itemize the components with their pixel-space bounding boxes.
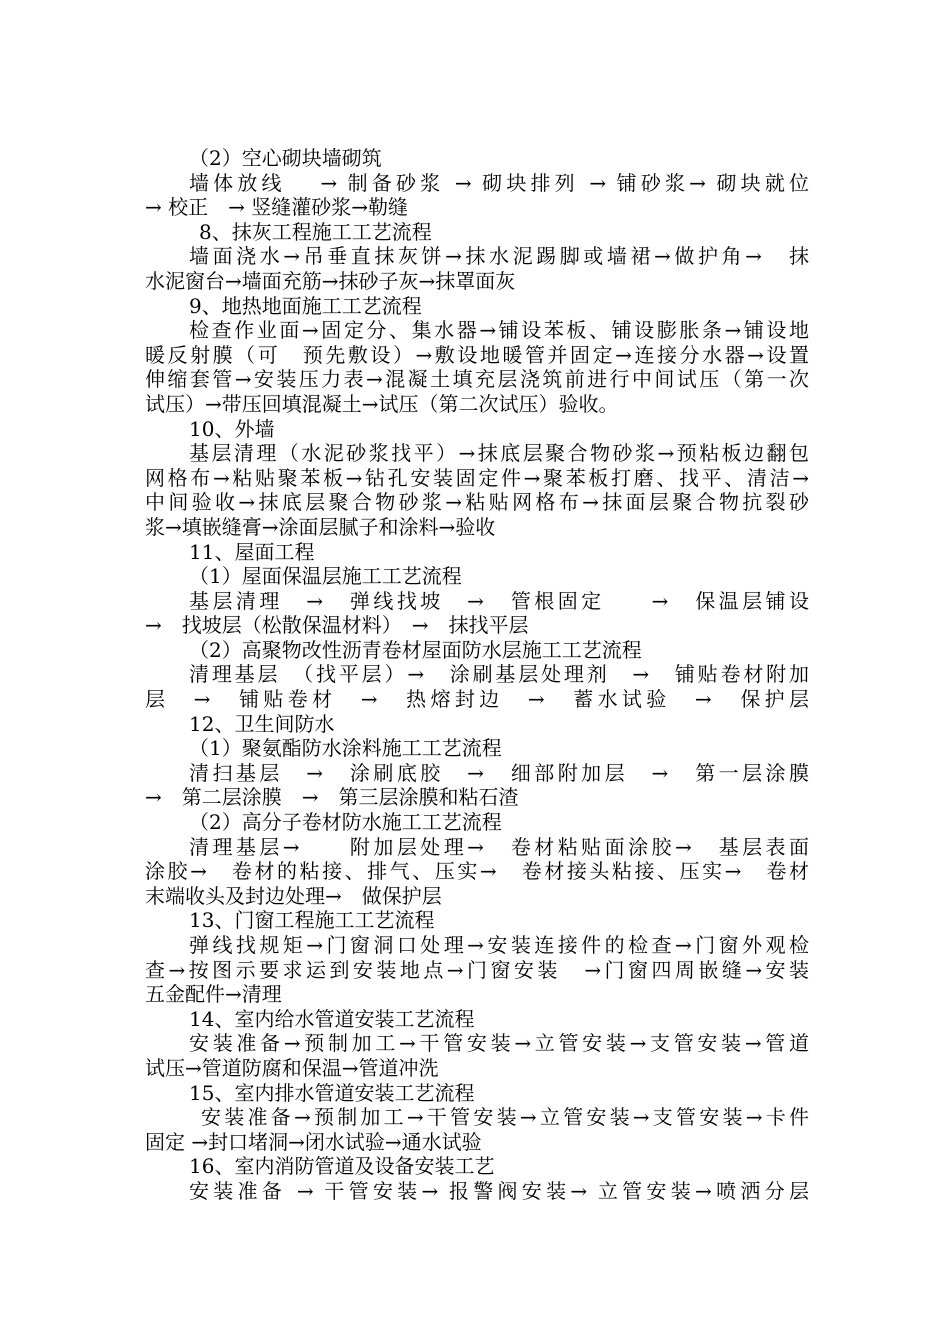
text-line: 15、室内排水管道安装工艺流程	[189, 1080, 475, 1105]
document-body	[145, 146, 809, 1204]
text-line: 墙面浇水→吊垂直抹灰饼→抹水泥踢脚或墙裙→做护角→ 抹	[189, 244, 809, 269]
text-line: （2）空心砌块墙砌筑	[189, 146, 382, 170]
text-line: 墙体放线 → 制备砂浆 → 砌块排列 → 铺砂浆→ 砌块就位	[189, 170, 809, 195]
text-line: → 第二层涂膜 → 第三层涂膜和粘石渣	[145, 785, 519, 810]
text-line: 固定 →封口堵洞→闭水试验→通水试验	[145, 1129, 482, 1154]
text-line: 五金配件→清理	[145, 982, 282, 1007]
text-line: 层 → 铺贴卷材 → 热熔封边 → 蓄水试验 → 保护层	[145, 687, 809, 712]
text-line: 10、外墙	[189, 416, 275, 441]
text-line: 伸缩套管→安装压力表→混凝土填充层浇筑前进行中间试压（第一次	[145, 367, 809, 392]
text-line: （1）屋面保温层施工工艺流程	[189, 564, 462, 589]
text-line: → 校正 → 竖缝灌砂浆→勒缝	[145, 195, 408, 220]
text-line: 安装准备 → 干管安装→ 报警阀安装→ 立管安装→喷洒分层	[189, 1178, 809, 1203]
text-line: 11、屋面工程	[189, 539, 315, 564]
text-line: 14、室内给水管道安装工艺流程	[189, 1006, 475, 1031]
text-line: 清理基层 （找平层）→ 涂刷基层处理剂 → 铺贴卷材附加	[189, 662, 809, 687]
text-line: → 找坡层（松散保温材料） → 抹找平层	[145, 613, 529, 638]
text-line: 清扫基层 → 涂刷底胶 → 细部附加层 → 第一层涂膜	[189, 760, 809, 785]
text-line: 试压）→带压回填混凝土→试压（第二次试压）验收。	[145, 391, 619, 416]
text-line: 12、卫生间防水	[189, 711, 335, 736]
text-line: 16、室内消防管道及设备安装工艺	[189, 1154, 495, 1179]
text-line: （2）高分子卷材防水施工工艺流程	[189, 810, 502, 835]
text-line: 浆→填嵌缝膏→涂面层腻子和涂料→验收	[145, 514, 496, 539]
text-line: 8、抹灰工程施工工艺流程	[199, 219, 432, 244]
text-line: 基层清理 → 弹线找坡 → 管根固定 → 保温层铺设	[189, 588, 809, 613]
text-line: 查→按图示要求运到安装地点→门窗安装 →门窗四周嵌缝→安装	[145, 957, 809, 982]
text-line: 弹线找规矩→门窗洞口处理→安装连接件的检查→门窗外观检	[189, 933, 809, 957]
text-line: 9、地热地面施工工艺流程	[189, 293, 422, 318]
text-line: 中间验收→抹底层聚合物砂浆→粘贴网格布→抹面层聚合物抗裂砂	[145, 490, 809, 515]
text-line: 末端收头及封边处理→ 做保护层	[145, 883, 442, 908]
text-line: 基层清理（水泥砂浆找平）→抹底层聚合物砂浆→预粘板边翻包	[189, 441, 809, 466]
text-line: 安装准备→预制加工→干管安装→立管安装→支管安装→管道	[189, 1031, 809, 1056]
text-line: 网格布→粘贴聚苯板→钻孔安装固定件→聚苯板打磨、找平、清洁→	[145, 465, 809, 490]
text-line: 安装准备→预制加工→干管安装→立管安装→支管安装→卡件	[201, 1105, 809, 1130]
text-line: 涂胶→ 卷材的粘接、排气、压实→ 卷材接头粘接、压实→ 卷材	[145, 859, 809, 884]
text-line: 暖反射膜（可 预先敷设）→敷设地暖管并固定→连接分水器→设置	[145, 342, 809, 367]
text-line: （2）高聚物改性沥青卷材屋面防水层施工工艺流程	[189, 637, 642, 662]
text-line: 13、门窗工程施工工艺流程	[189, 908, 435, 933]
text-line: （1）聚氨酯防水涂料施工工艺流程	[189, 736, 502, 761]
text-line: 试压→管道防腐和保温→管道冲洗	[145, 1055, 439, 1080]
text-line: 水泥窗台→墙面充筋→抹砂子灰→抹罩面灰	[145, 268, 516, 293]
text-line: 清理基层→ 附加层处理→ 卷材粘贴面涂胶→ 基层表面	[189, 834, 809, 859]
text-line: 检查作业面→固定分、集水器→铺设苯板、铺设膨胀条→铺设地	[189, 318, 809, 343]
